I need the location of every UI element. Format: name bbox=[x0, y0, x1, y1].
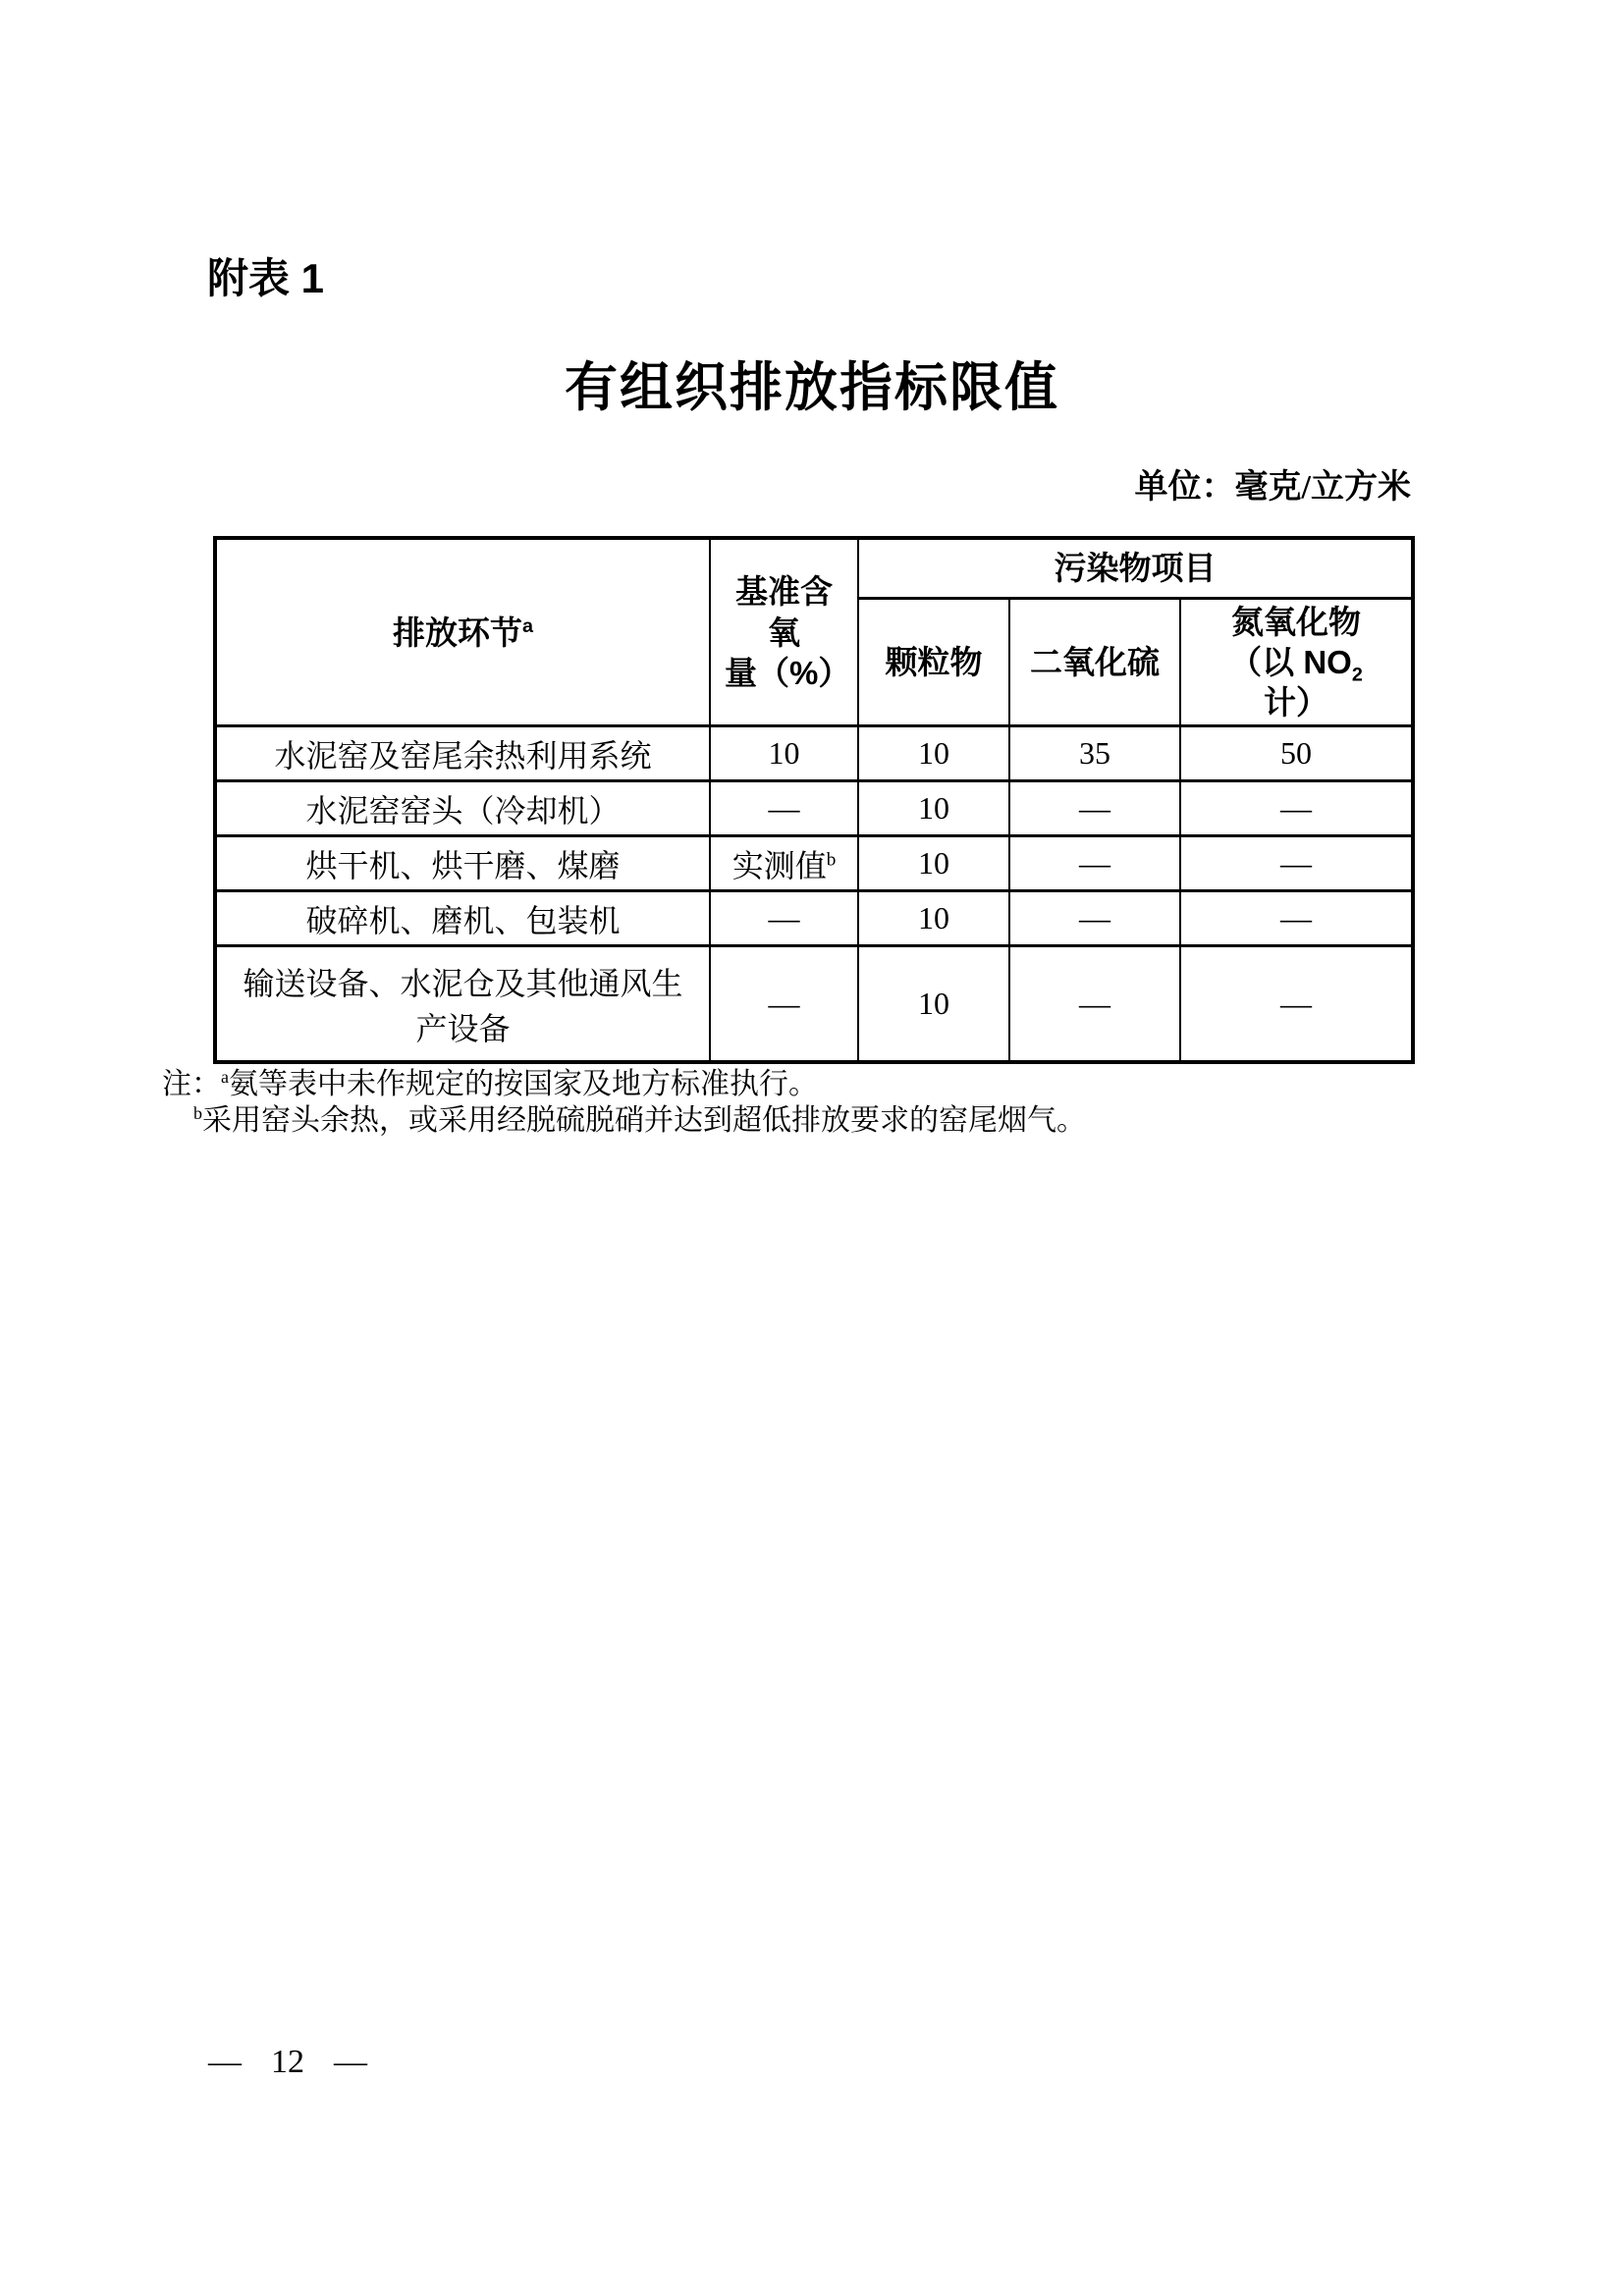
so2-cell: — bbox=[1009, 946, 1180, 1062]
table-row-dryers-mills bbox=[215, 836, 1413, 891]
col-header-pm: 颗粒物 bbox=[858, 598, 1009, 726]
nox-cell: — bbox=[1180, 781, 1413, 836]
pm-cell: 10 bbox=[858, 946, 1009, 1062]
oxygen-cell: 10 bbox=[710, 726, 858, 781]
stage-cell: 烘干机、烘干磨、煤磨 bbox=[215, 836, 710, 891]
page-title: 有组织排放指标限值 bbox=[565, 358, 1059, 417]
so2-cell: — bbox=[1009, 781, 1180, 836]
table-row-kiln-head bbox=[215, 781, 1413, 836]
note-a bbox=[162, 1066, 1380, 1102]
note-b bbox=[193, 1102, 1380, 1139]
so2-cell: — bbox=[1009, 836, 1180, 891]
so2-cell: — bbox=[1009, 891, 1180, 946]
so2-cell: 35 bbox=[1009, 726, 1180, 781]
col-header-pollutants-group: 污染物项目 bbox=[858, 538, 1413, 598]
col-header-stage-footnote-mark: a bbox=[521, 614, 533, 637]
note-b-mark: b bbox=[193, 1103, 202, 1123]
col-header-oxygen-line2: 量（%） bbox=[725, 654, 851, 691]
no2-subscript: 2 bbox=[1351, 664, 1363, 686]
footer-right-dash: — bbox=[334, 2044, 367, 2080]
note-a-mark: a bbox=[221, 1067, 229, 1087]
oxygen-cell: 实测值$^b$ bbox=[710, 836, 858, 891]
col-header-stage-label: 排放环节 bbox=[392, 614, 522, 651]
stage-cell: 破碎机、磨机、包装机 bbox=[215, 891, 710, 946]
stage-cell: 水泥窑窑头（冷却机） bbox=[215, 781, 710, 836]
nox-cell: — bbox=[1180, 946, 1413, 1062]
page-footer bbox=[208, 2043, 367, 2083]
nox-cell: — bbox=[1180, 891, 1413, 946]
header-row-1 bbox=[215, 538, 1413, 598]
col-header-oxygen bbox=[710, 538, 858, 726]
oxygen-footnote-mark: b bbox=[826, 849, 837, 871]
pm-cell: 10 bbox=[858, 726, 1009, 781]
table-row-conveying-equipment bbox=[215, 946, 1413, 1062]
table-notes bbox=[162, 1066, 1380, 1139]
oxygen-cell: — bbox=[710, 891, 858, 946]
nox-cell: 50 bbox=[1180, 726, 1413, 781]
pm-cell: 10 bbox=[858, 836, 1009, 891]
note-b-text: 采用窑头余热，或采用经脱硫脱硝并达到超低排放要求的窑尾烟气。 bbox=[202, 1104, 1086, 1137]
pm-cell: 10 bbox=[858, 891, 1009, 946]
note-prefix: 注： bbox=[162, 1068, 221, 1100]
nox-cell: — bbox=[1180, 836, 1413, 891]
col-header-oxygen-line1: 基准含氧 bbox=[735, 573, 833, 651]
col-header-nox-line2: （以 $NO_2$ 计） bbox=[1229, 643, 1363, 721]
col-header-nox bbox=[1180, 598, 1413, 726]
col-header-stage bbox=[215, 538, 710, 726]
pm-cell: 10 bbox=[858, 781, 1009, 836]
note-a-text: 氨等表中未作规定的按国家及地方标准执行。 bbox=[229, 1068, 818, 1100]
stage-cell: 输送设备、水泥仓及其他通风生产设备 bbox=[215, 946, 710, 1062]
table-row-crushers-packers bbox=[215, 891, 1413, 946]
footer-left-dash: — bbox=[208, 2044, 242, 2080]
emission-limits-table bbox=[213, 536, 1415, 1064]
col-header-so2: 二氧化硫 bbox=[1009, 598, 1180, 726]
stage-cell: 水泥窑及窑尾余热利用系统 bbox=[215, 726, 710, 781]
unit-label: 单位：毫克/立方米 bbox=[1134, 469, 1411, 506]
page-number: 12 bbox=[271, 2044, 304, 2080]
col-header-nox-line1: 氮氧化物 bbox=[1231, 603, 1361, 640]
appendix-label: 附表 1 bbox=[207, 255, 325, 301]
oxygen-cell: — bbox=[710, 781, 858, 836]
table-row-kiln-system bbox=[215, 726, 1413, 781]
oxygen-cell: — bbox=[710, 946, 858, 1062]
